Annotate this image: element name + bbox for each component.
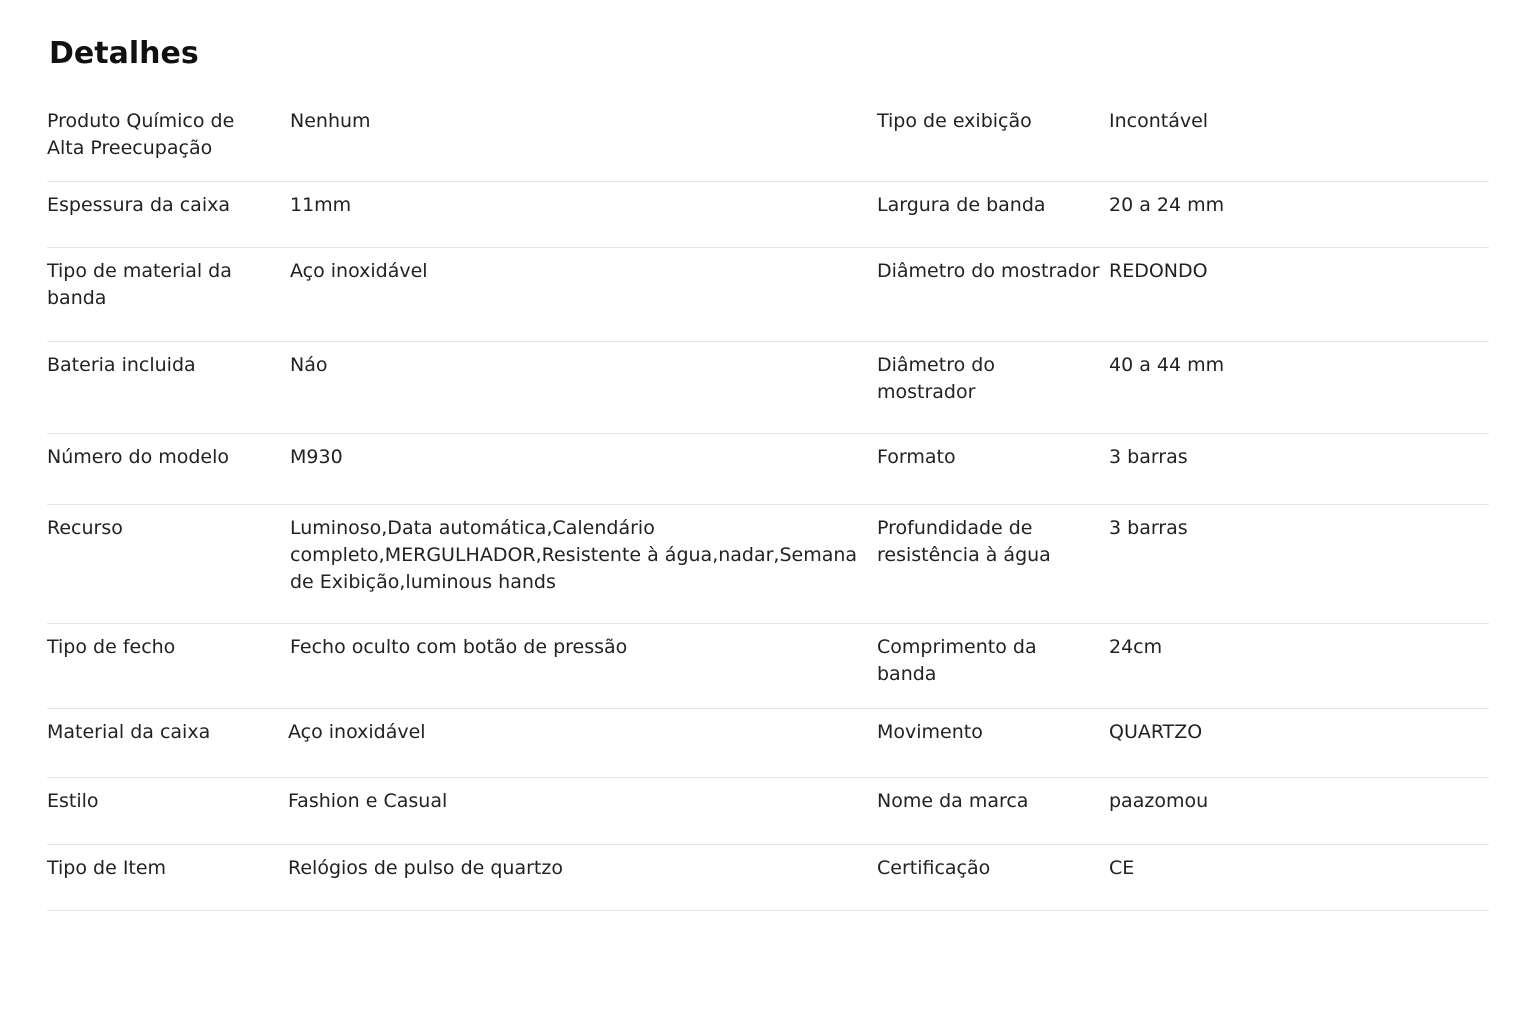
spec-label: Tipo de Item xyxy=(47,857,167,879)
spec-value: 11mm xyxy=(290,194,352,216)
spec-row xyxy=(47,709,1489,778)
spec-label: Produto Químico de Alta Preecupação xyxy=(47,110,235,159)
spec-value: 40 a 44 mm xyxy=(1109,354,1225,376)
spec-value: Fecho oculto com botão de pressão xyxy=(290,636,628,658)
spec-value: QUARTZO xyxy=(1109,721,1203,743)
spec-row xyxy=(47,182,1489,248)
spec-row xyxy=(47,98,1489,182)
spec-value: CE xyxy=(1109,857,1135,879)
spec-value: paazomou xyxy=(1109,790,1209,812)
spec-row xyxy=(47,624,1489,709)
spec-label: Diâmetro do mostrador xyxy=(877,260,1100,282)
spec-label: Número do modelo xyxy=(47,446,230,468)
spec-value: REDONDO xyxy=(1109,260,1208,282)
spec-value: 24cm xyxy=(1109,636,1163,658)
spec-label: Formato xyxy=(877,446,956,468)
section-title: Detalhes xyxy=(49,36,199,71)
spec-value: Incontável xyxy=(1109,110,1209,132)
spec-label: Tipo de fecho xyxy=(47,636,176,658)
spec-value: Náo xyxy=(290,354,328,376)
spec-label: Nome da marca xyxy=(877,790,1029,812)
spec-label: Largura de banda xyxy=(877,194,1046,216)
spec-label: Profundidade de resistência à água xyxy=(877,517,1051,566)
spec-value: 20 a 24 mm xyxy=(1109,194,1225,216)
spec-value: Relógios de pulso de quartzo xyxy=(288,857,563,879)
spec-value: Nenhum xyxy=(290,110,371,132)
spec-row xyxy=(47,434,1489,505)
spec-value: 3 barras xyxy=(1109,446,1188,468)
spec-label: Diâmetro do mostrador xyxy=(877,354,995,403)
spec-label: Recurso xyxy=(47,517,123,539)
spec-value: Aço inoxidável xyxy=(290,260,428,282)
spec-label: Bateria incluida xyxy=(47,354,196,376)
spec-label: Certificação xyxy=(877,857,991,879)
spec-label: Tipo de material da banda xyxy=(47,260,232,309)
spec-label: Material da caixa xyxy=(47,721,211,743)
spec-label: Estilo xyxy=(47,790,99,812)
spec-value: 3 barras xyxy=(1109,517,1188,539)
spec-row xyxy=(47,845,1489,911)
spec-label: Comprimento da banda xyxy=(877,636,1037,685)
spec-row xyxy=(47,248,1489,342)
spec-value: Fashion e Casual xyxy=(288,790,448,812)
spec-value: Luminoso,Data automática,Calendário completo,MERGULHADOR,Resistente à água,nadar,Semana de Exibição,luminous hands xyxy=(290,517,858,593)
spec-label: Espessura da caixa xyxy=(47,194,230,216)
spec-row xyxy=(47,505,1489,624)
spec-value: Aço inoxidável xyxy=(288,721,426,743)
spec-row xyxy=(47,778,1489,845)
spec-label: Tipo de exibição xyxy=(877,110,1032,132)
spec-label: Movimento xyxy=(877,721,983,743)
spec-value: M930 xyxy=(290,446,343,468)
spec-table xyxy=(47,98,1489,911)
spec-row xyxy=(47,342,1489,434)
